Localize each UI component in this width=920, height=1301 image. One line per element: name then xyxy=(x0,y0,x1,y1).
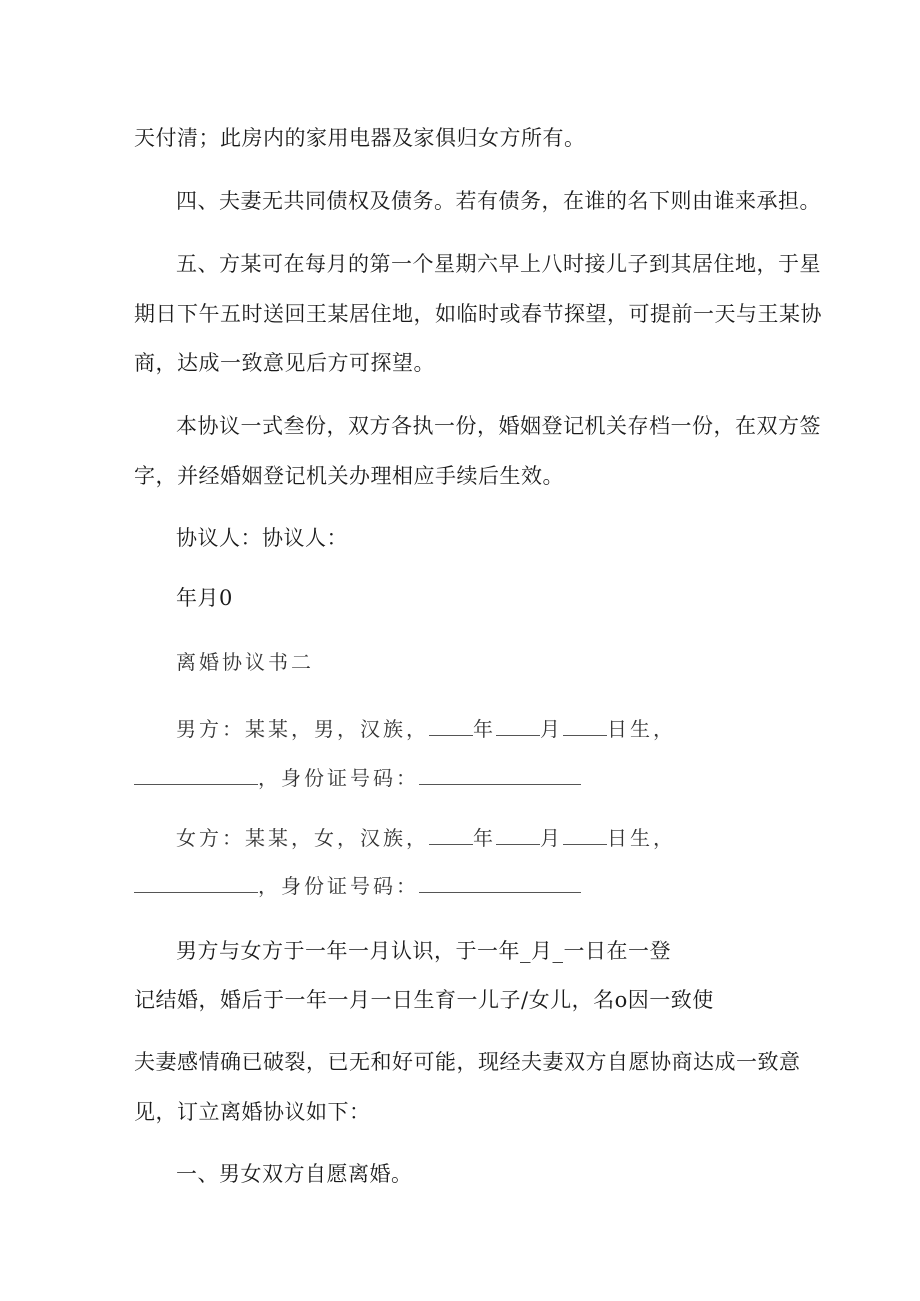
signers-line: 协议人：协议人： xyxy=(176,526,348,550)
paragraph-line: 天付清；此房内的家用电器及家俱归女方所有。 xyxy=(134,126,586,150)
male-id-line xyxy=(134,762,581,791)
female-info-line xyxy=(176,822,676,851)
paragraph-line: 四、夫妻无共同债权及债务。若有债务，在谁的名下则由谁来承担。 xyxy=(176,189,821,213)
female-id-line xyxy=(134,870,581,899)
id-label: ，身份证号码： xyxy=(258,766,419,790)
id-label: ，身份证号码： xyxy=(258,874,419,898)
blank-field xyxy=(419,874,581,893)
paragraph-line: 期日下午五时送回王某居住地，如临时或春节探望，可提前一天与王某协 xyxy=(134,302,822,326)
paragraph-line: 本协议一式叁份，双方各执一份，婚姻登记机关存档一份，在双方签 xyxy=(176,414,821,438)
blank-field xyxy=(496,717,540,736)
day-label: 日生， xyxy=(607,717,676,741)
blank-field xyxy=(419,766,581,785)
paragraph-line: 字，并经婚姻登记机关办理相应手续后生效。 xyxy=(134,464,564,488)
date-line: 年月0 xyxy=(176,586,233,610)
year-label: 年 xyxy=(473,717,496,741)
month-label: 月 xyxy=(540,717,563,741)
female-prefix: 女方：某某，女，汉族， xyxy=(176,826,429,850)
blank-field xyxy=(429,717,473,736)
blank-field xyxy=(496,826,540,845)
male-info-line xyxy=(176,713,676,742)
paragraph-line: 记结婚，婚后于一年一月一日生育一儿子/女儿，名o因一致使 xyxy=(134,988,714,1012)
paragraph-line: 见，订立离婚协议如下： xyxy=(134,1100,371,1124)
male-prefix: 男方：某某，男，汉族， xyxy=(176,717,429,741)
paragraph-line: 商，达成一致意见后方可探望。 xyxy=(134,351,435,375)
year-label: 年 xyxy=(473,826,496,850)
blank-field xyxy=(563,717,607,736)
blank-field xyxy=(134,874,258,893)
paragraph-line: 夫妻感情确已破裂，已无和好可能，现经夫妻双方自愿协商达成一致意 xyxy=(134,1050,801,1074)
blank-field xyxy=(134,766,258,785)
paragraph-line: 男方与女方于一年一月认识，于一年_月_一日在一登 xyxy=(176,939,671,963)
list-item: 一、男女双方自愿离婚。 xyxy=(176,1162,413,1186)
paragraph-line: 五、方某可在每月的第一个星期六早上八时接儿子到其居住地，于星 xyxy=(176,252,821,276)
day-label: 日生， xyxy=(607,826,676,850)
blank-field xyxy=(563,826,607,845)
section-title: 离婚协议书二 xyxy=(176,650,314,674)
month-label: 月 xyxy=(540,826,563,850)
blank-field xyxy=(429,826,473,845)
